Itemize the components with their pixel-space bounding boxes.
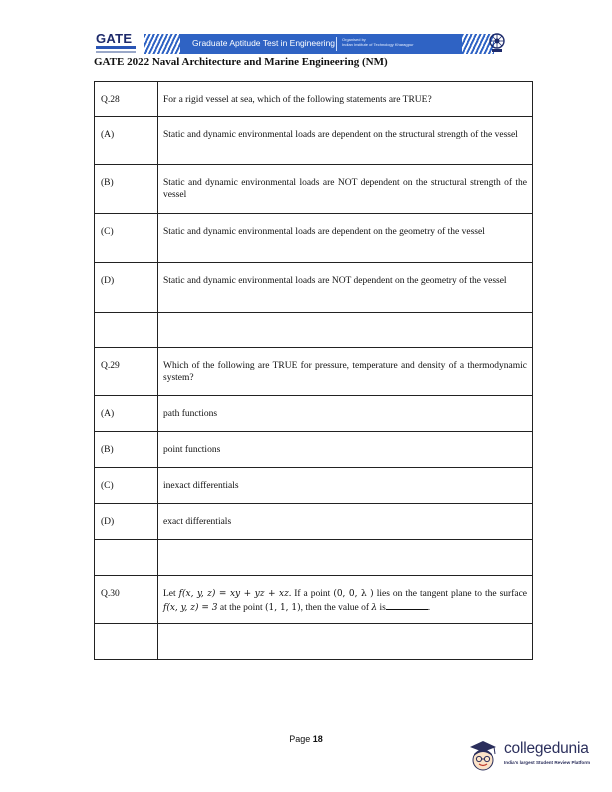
page-header <box>94 30 532 58</box>
option-text: exact differentials <box>158 504 533 540</box>
banner-separator <box>336 37 337 51</box>
math-expr: (0, 0, λ ) <box>333 589 374 599</box>
option-label: (B) <box>95 432 158 468</box>
graduate-mascot-icon <box>466 738 500 774</box>
option-label: (D) <box>95 263 158 313</box>
option-text: Static and dynamic environmental loads are dependent on the geometry of the vessel <box>158 214 533 263</box>
question-number: Q.30 <box>95 576 158 624</box>
answer-blank <box>386 600 428 610</box>
option-label: (C) <box>95 214 158 263</box>
spacer-row <box>95 313 533 348</box>
gate-logo-subline <box>96 51 136 53</box>
gate-logo-text: GATE <box>96 31 133 46</box>
option-label: (A) <box>95 396 158 432</box>
option-row <box>95 468 533 504</box>
spacer-row <box>95 540 533 576</box>
math-expr: λ <box>371 603 378 613</box>
collegedunia-logo <box>466 736 606 778</box>
option-row <box>95 117 533 165</box>
gate-logo-bar <box>96 46 136 49</box>
option-label: (B) <box>95 165 158 214</box>
organizer-line-1: Organised by <box>342 37 366 42</box>
option-text: point functions <box>158 432 533 468</box>
option-text: Static and dynamic environmental loads are NOT dependent on the structural strength of the vessel <box>158 165 533 214</box>
option-label: (A) <box>95 117 158 165</box>
question-row-q29 <box>95 348 533 396</box>
subject-title: GATE 2022 Naval Architecture and Marine Engineering (NM) <box>94 56 388 68</box>
question-row-q30 <box>95 576 533 624</box>
question-number: Q.29 <box>95 348 158 396</box>
banner-title: Graduate Aptitude Test in Engineering <box>192 38 336 48</box>
question-stem: Let f(x, y, z) = xy + yz + xz. If a point (0, 0, λ ) lies on the tangent plane to the surface f(x, y, z) = 3 at the point (1, 1, 1), then the value of λ is . <box>158 576 533 624</box>
header-banner <box>144 34 494 54</box>
option-row <box>95 432 533 468</box>
option-label: (D) <box>95 504 158 540</box>
question-stem: Which of the following are TRUE for pressure, temperature and density of a thermodynamic system? <box>158 348 533 396</box>
option-text: Static and dynamic environmental loads are NOT dependent on the geometry of the vessel <box>158 263 533 313</box>
organizer-line-2: Indian Institute of Technology Kharagpur <box>342 42 414 47</box>
question-number: Q.28 <box>95 82 158 117</box>
option-text: path functions <box>158 396 533 432</box>
question-table <box>94 81 533 660</box>
option-text: Static and dynamic environmental loads are dependent on the structural strength of the vessel <box>158 117 533 165</box>
option-text: inexact differentials <box>158 468 533 504</box>
page-label: Page <box>289 734 311 744</box>
question-row-q28 <box>95 82 533 117</box>
spacer-row <box>95 624 533 660</box>
option-row <box>95 165 533 214</box>
option-row <box>95 214 533 263</box>
question-stem: For a rigid vessel at sea, which of the following statements are TRUE? <box>158 82 533 117</box>
option-label: (C) <box>95 468 158 504</box>
iit-emblem-icon <box>486 32 508 54</box>
banner-organizer <box>342 37 414 47</box>
brand-name: collegedunia <box>504 740 589 757</box>
option-row <box>95 263 533 313</box>
page-number-value: 18 <box>312 734 323 744</box>
brand-tagline: India's largest Student Review Platform <box>504 760 591 765</box>
header-banner-fill <box>180 34 462 54</box>
gate-logo <box>94 30 144 58</box>
math-expr: f(x, y, z) = xy + yz + xz <box>178 589 289 599</box>
math-expr: f(x, y, z) = 3 <box>163 603 218 613</box>
option-row <box>95 504 533 540</box>
math-expr: (1, 1, 1) <box>265 603 301 613</box>
option-row <box>95 396 533 432</box>
